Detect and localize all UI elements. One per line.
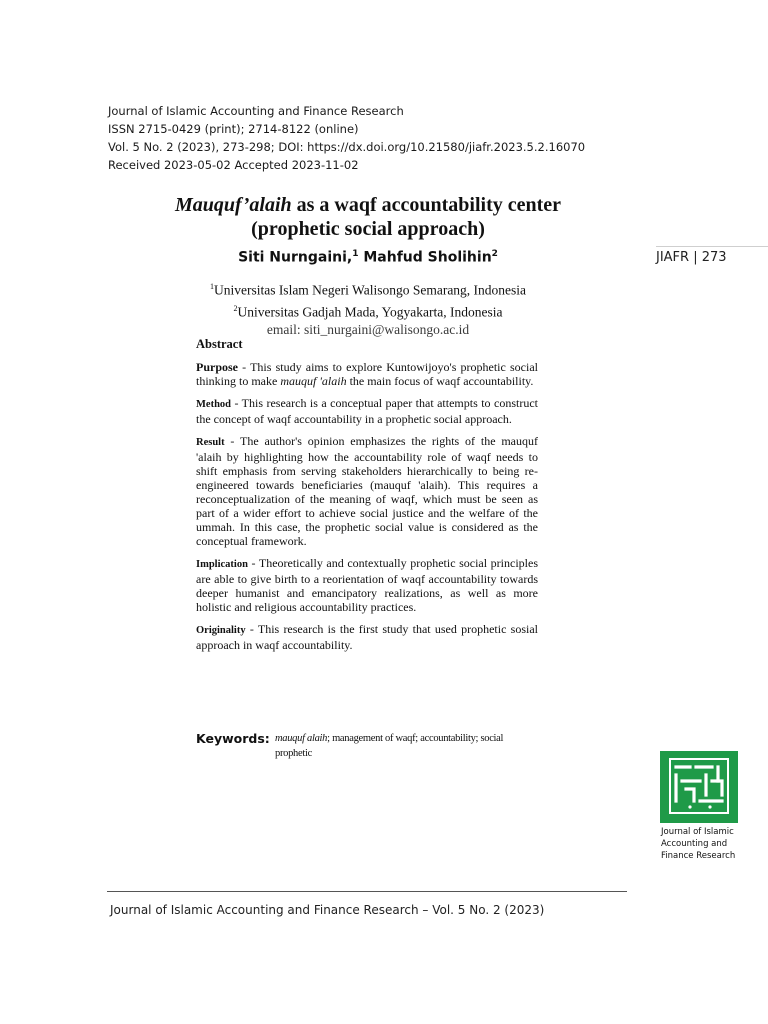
implication-text: - Theoretically and contextually prophetic social principles are able to give birth to a reorientation of waqf accountability towards deeper humanist and emancipatory realizations, as well as more holistic and religious accountability practices. [196, 556, 538, 614]
purpose-label: Purpose [196, 360, 238, 374]
title-line2: (prophetic social approach) [251, 218, 485, 240]
author-email[interactable]: email: siti_nurgaini@walisongo.ac.id [266, 322, 470, 337]
abstract-purpose [196, 360, 538, 388]
abstract-heading: Abstract [196, 337, 243, 351]
purpose-italic: mauquf 'alaih [280, 374, 347, 388]
page-tag-rule [656, 246, 768, 247]
keywords-italic: mauquf alaih [275, 733, 328, 744]
page-footer: Journal of Islamic Accounting and Finance Research – Vol. 5 No. 2 (2023) [110, 903, 545, 917]
title-italic: Mauquf’alaih [174, 194, 292, 216]
issn-line: ISSN 2715-0429 (print); 2714-8122 (online) [108, 122, 359, 136]
originality-label: Originality [196, 625, 246, 636]
purpose-text-a: - This study aims to explore Kuntowijoyo's prophetic social thinking to make [196, 360, 538, 388]
title-line1: as a waqf accountability center [291, 194, 562, 216]
affiliation-2: Universitas Gadjah Mada, Yogyakarta, Indonesia [237, 304, 503, 319]
author-2: Mahfud Sholihin [358, 249, 492, 266]
logo-caption [661, 826, 735, 862]
method-text: - This research is a conceptual paper that attempts to construct the concept of waqf accountability in a prophetic social approach. [196, 396, 538, 426]
logo-caption-line1: Journal of Islamic [661, 827, 734, 837]
method-label: Method [196, 399, 231, 410]
implication-label: Implication [196, 559, 248, 570]
abstract-implication [196, 556, 538, 614]
aff-2-sup: 2 [233, 303, 238, 313]
abstract-originality [196, 622, 538, 652]
keywords-rest: ; management of waqf; accountability; social prophetic [275, 733, 504, 759]
keywords [196, 731, 538, 761]
logo-caption-line3: Finance Research [661, 851, 736, 861]
affiliations [120, 278, 616, 339]
purpose-text-b: the main focus of waqf accountability. [346, 374, 534, 388]
keywords-text [275, 731, 538, 761]
keywords-label: Keywords: [196, 731, 270, 746]
result-label: Result [196, 437, 225, 448]
abstract-method [196, 396, 538, 426]
logo-caption-line2: Accounting and [661, 839, 728, 849]
authors [120, 249, 616, 266]
footer-divider [107, 891, 627, 892]
originality-text: - This research is the first study that used prophetic sosial approach in waqf accountability. [196, 622, 538, 652]
abstract [196, 337, 538, 660]
page-tag: JIAFR | 273 [656, 250, 727, 265]
aff-1-sup: 1 [209, 282, 214, 291]
author-2-sup: 2 [491, 249, 498, 259]
result-text: - The author's opinion emphasizes the rights of the mauquf 'alaih by highlighting how the accountability role of waqf needs to shift emphasis from serving stakeholders hierarchically to being re-engineered towards beneficiaries (mauquf 'alaih). This requires a reconceptualization of the meaning of waqf, which must be seen as part of a wider effort to achieve social justice and the welfare of the ummah. In this case, the prophetic social value is considered as the conceptual framework. [196, 434, 538, 548]
journal-logo [660, 751, 738, 823]
paper-title [120, 193, 616, 241]
author-1-sup: 1 [352, 249, 359, 259]
journal-name: Journal of Islamic Accounting and Finance Research [108, 104, 404, 118]
volume-doi-line: Vol. 5 No. 2 (2023), 273-298; DOI: https://dx.doi.org/10.21580/jiafr.2023.5.2.16070 [108, 140, 586, 154]
abstract-result [196, 434, 538, 548]
author-1: Siti Nurngaini, [238, 249, 353, 266]
journal-meta [108, 102, 585, 174]
dates-line: Received 2023-05-02 Accepted 2023-11-02 [108, 158, 359, 172]
affiliation-1: Universitas Islam Negeri Walisongo Semarang, Indonesia [213, 282, 527, 298]
calligraphy-logo-icon [660, 751, 738, 823]
